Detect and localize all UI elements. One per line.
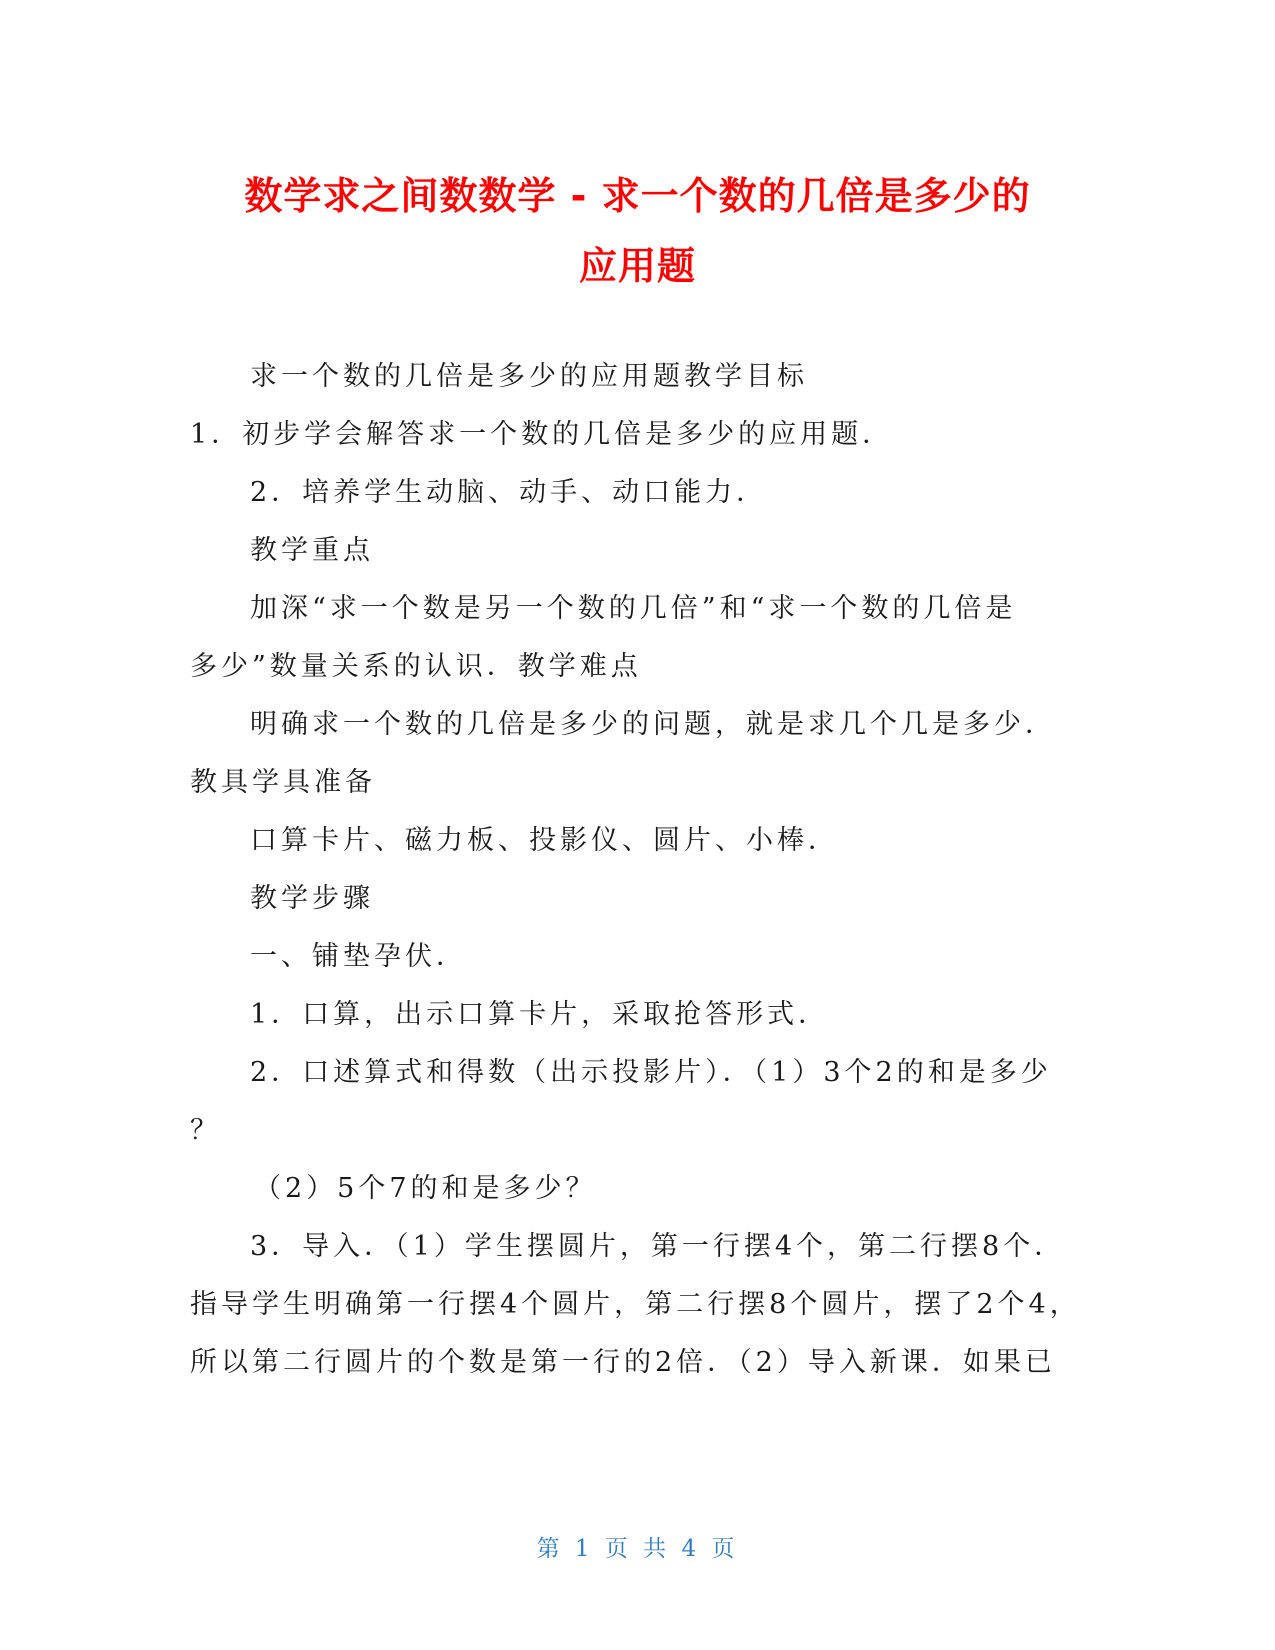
paragraph-line: 1．口算，出示口算卡片，采取抢答形式． bbox=[250, 999, 830, 1030]
paragraph-line: 2．培养学生动脑、动手、动口能力． bbox=[250, 477, 768, 508]
document-title-line-2: 应用题 bbox=[578, 244, 696, 288]
paragraph-line: 指导学生明确第一行摆4个圆片，第二行摆8个圆片，摆了2个4， bbox=[190, 1289, 1081, 1320]
page-number-footer: 第 1 页 共 4 页 bbox=[536, 1536, 739, 1562]
paragraph-line: 求一个数的几倍是多少的应用题教学目标 bbox=[250, 361, 808, 392]
paragraph-line: ？ bbox=[190, 1115, 221, 1146]
paragraph-line: 明确求一个数的几倍是多少的问题，就是求几个几是多少． bbox=[250, 709, 1056, 740]
paragraph-line: 多少”数量关系的认识．教学难点 bbox=[190, 651, 642, 682]
paragraph-line: 2．口述算式和得数（出示投影片）．（1）3个2的和是多少 bbox=[250, 1057, 1052, 1088]
paragraph-line: 加深“求一个数是另一个数的几倍”和“求一个数的几倍是 bbox=[250, 593, 1017, 624]
document-title-line-1: 数学求之间数数学 - 求一个数的几倍是多少的 bbox=[244, 174, 1031, 218]
paragraph-line: 一、铺垫孕伏． bbox=[250, 941, 467, 972]
paragraph-line: 口算卡片、磁力板、投影仪、圆片、小棒． bbox=[250, 825, 839, 856]
paragraph-line: 所以第二行圆片的个数是第一行的2倍．（2）导入新课．如果已 bbox=[190, 1347, 1056, 1378]
paragraph-line: 教学步骤 bbox=[250, 883, 374, 914]
paragraph-line: 教学重点 bbox=[250, 535, 374, 566]
paragraph-line: 教具学具准备 bbox=[190, 767, 376, 798]
paragraph-line: 3．导入．（1）学生摆圆片，第一行摆4个，第二行摆8个． bbox=[250, 1231, 1066, 1262]
paragraph-line: （2）5个7的和是多少？ bbox=[254, 1173, 597, 1204]
paragraph-line: 1．初步学会解答求一个数的几倍是多少的应用题． bbox=[190, 419, 894, 450]
